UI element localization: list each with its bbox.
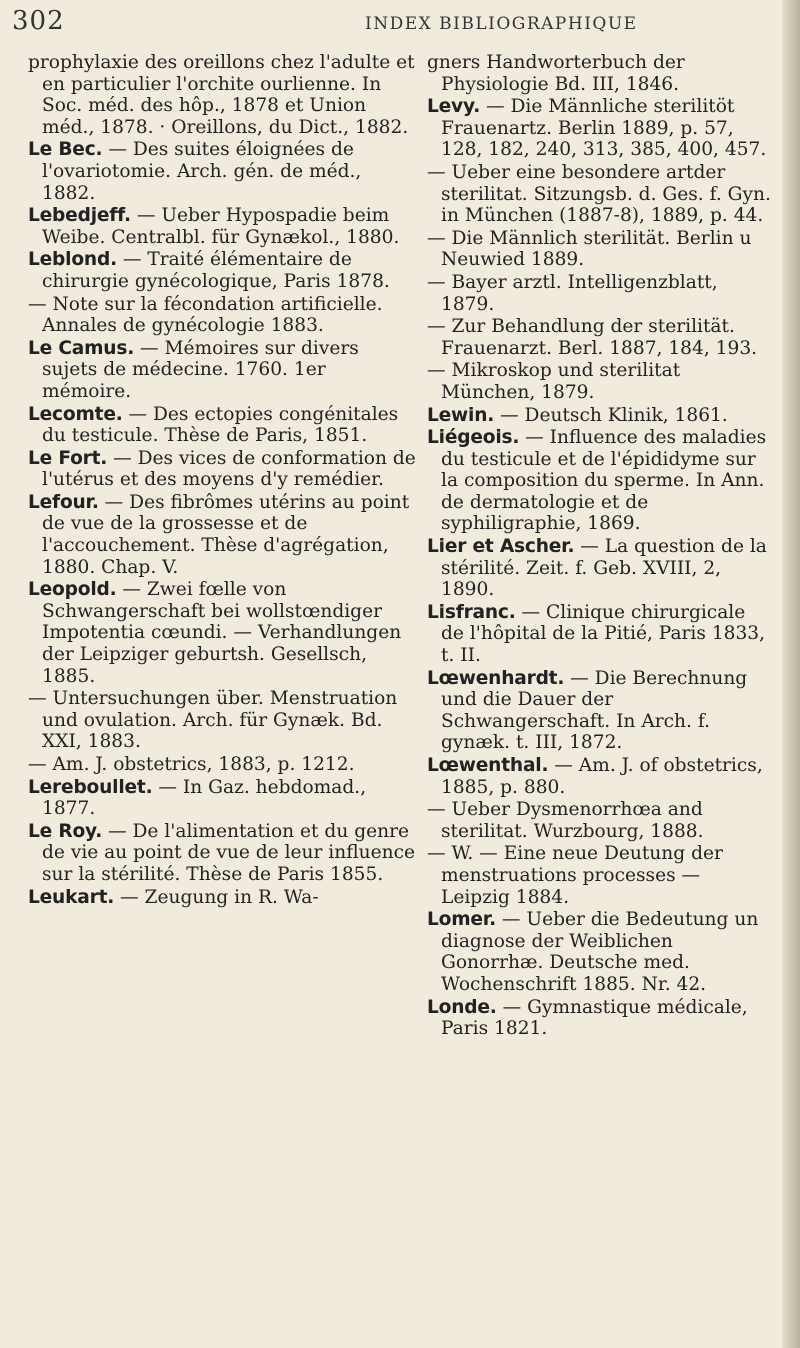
- entry-author: Le Fort.: [28, 447, 108, 469]
- index-entry: [28, 448, 416, 491]
- entry-text: — Die Berechnung und die Dauer der Schwangerschaft. In Arch. f. gynæk. t. III, 1872.: [441, 667, 748, 754]
- index-entry: [427, 52, 772, 95]
- entry-author: Leukart.: [28, 886, 115, 908]
- index-entry: [427, 228, 772, 271]
- entry-text: — Des ectopies congénitales du testicule. Thèse de Paris, 1851.: [42, 403, 399, 447]
- entry-text: — Am. J. of obstetrics, 1885, p. 880.: [441, 755, 763, 798]
- entry-text: — Ueber eine besondere artder sterilitat. Sitzungsb. d. Ges. f. Gyn. in München (1887-8), 1889, p. 44.: [427, 161, 771, 227]
- page-edge: [782, 0, 800, 1348]
- left-column: [28, 52, 416, 909]
- entry-author: Lecomte.: [28, 403, 123, 425]
- entry-text: — Ueber die Bedeutung un diagnose der Weiblichen Gonorrhæ. Deutsche med. Wochenschrift 1885. Nr. 42.: [441, 909, 759, 995]
- index-entry: [427, 799, 772, 842]
- index-entry: [427, 316, 772, 359]
- entry-text: — Ueber Hypospadie beim Weibe. Centralbl. für Gynækol., 1880.: [42, 205, 400, 248]
- index-entry: [28, 821, 416, 886]
- index-entry: [427, 272, 772, 315]
- index-entry: [28, 887, 416, 909]
- index-entry: [427, 360, 772, 403]
- entry-author: Lœwenhardt.: [427, 667, 565, 689]
- index-entry: [427, 96, 772, 161]
- index-entry: [427, 755, 772, 798]
- page-number: 302: [12, 6, 65, 36]
- entry-author: Leblond.: [28, 249, 117, 271]
- index-entry: [28, 777, 416, 820]
- entry-text: — Zeugung in R. Wa-: [114, 886, 319, 908]
- entry-text: — W. — Eine neue Deutung der menstruations processes — Leipzig 1884.: [427, 843, 723, 908]
- entry-text: — Note sur la fécondation artificielle. Annales de gynécologie 1883.: [28, 293, 383, 337]
- entry-author: Liégeois.: [427, 427, 520, 449]
- index-entry: [427, 909, 772, 995]
- index-entry: [427, 668, 772, 754]
- entry-text: — Zwei fœlle von Schwangerschaft bei wollstœndiger Impotentia cœundi. — Verhandlungen der Leipziger geburtsh. Gesellsch, 1885.: [42, 579, 402, 687]
- index-entry: [427, 427, 772, 535]
- entry-text: — Die Männliche sterilitöt Frauenartz. Berlin 1889, p. 57, 128, 182, 240, 313, 385, 400, 457.: [441, 96, 767, 161]
- running-head: INDEX BIBLIOGRAPHIQUE: [365, 14, 638, 34]
- entry-author: Lier et Ascher.: [427, 536, 575, 558]
- entry-text: — Influence des maladies du testicule et de l'épididyme sur la composition du sperme. In Ann. de dermatologie et de syphiligraphie, 1869.: [441, 427, 767, 535]
- index-entry: [28, 754, 416, 776]
- entry-author: Leopold.: [28, 579, 117, 601]
- entry-text: — Traité élémentaire de chirurgie gynécologique, Paris 1878.: [42, 249, 390, 292]
- index-entry: [28, 205, 416, 248]
- entry-text: prophylaxie des oreillons chez l'adulte et en particulier l'orchite ourlienne. In Soc. méd. des hôp., 1878 et Union méd., 1878. · Oreillons, du Dict., 1882.: [28, 52, 415, 138]
- index-entry: [427, 997, 772, 1040]
- index-entry: [427, 536, 772, 601]
- index-entry: [427, 162, 772, 227]
- entry-author: Le Bec.: [28, 139, 103, 161]
- entry-author: Lomer.: [427, 909, 496, 931]
- index-entry: [28, 492, 416, 578]
- index-entry: [427, 843, 772, 908]
- index-entry: [28, 139, 416, 204]
- entry-text: — Des suites éloignées de l'ovariotomie. Arch. gén. de méd., 1882.: [42, 139, 362, 204]
- index-entry: [28, 294, 416, 337]
- entry-text: — Mémoires sur divers sujets de médecine. 1760. 1er mémoire.: [42, 337, 359, 402]
- entry-author: Lefour.: [28, 491, 99, 513]
- entry-text: gners Handworterbuch der Physiologie Bd. III, 1846.: [427, 52, 685, 95]
- entry-author: Lœwenthal.: [427, 755, 549, 776]
- entry-text: — Deutsch Klinik, 1861.: [494, 404, 728, 426]
- entry-author: Lisfranc.: [427, 601, 516, 623]
- entry-text: — Gymnastique médicale, Paris 1821.: [441, 996, 748, 1040]
- entry-text: — De l'alimentation et du genre de vie au point de vue de leur influence sur la stérilité. Thèse de Paris 1855.: [42, 820, 416, 885]
- index-entry: [28, 404, 416, 447]
- index-entry: [28, 249, 416, 292]
- index-entry: [28, 688, 416, 753]
- entry-author: Lebedjeff.: [28, 205, 131, 227]
- entry-text: — Des fibrômes utérins au point de vue de la grossesse et de l'accouchement. Thèse d'agrégation, 1880. Chap. V.: [42, 491, 410, 578]
- entry-author: Lewin.: [427, 404, 495, 426]
- entry-author: Lereboullet.: [28, 776, 153, 798]
- entry-text: — In Gaz. hebdomad., 1877.: [42, 776, 367, 820]
- index-entry: [28, 52, 416, 138]
- entry-text: — Clinique chirurgicale de l'hôpital de la Pitié, Paris 1833, t. II.: [441, 601, 766, 667]
- entry-text: — Am. J. obstetrics, 1883, p. 1212.: [28, 754, 355, 775]
- entry-author: Le Camus.: [28, 337, 135, 359]
- entry-author: Londe.: [427, 996, 497, 1018]
- right-column: [427, 52, 772, 1041]
- entry-text: — Die Männlich sterilität. Berlin u Neuwied 1889.: [427, 227, 752, 271]
- index-entry: [28, 579, 416, 687]
- entry-text: — Ueber Dysmenorrhœa and sterilitat. Wurzbourg, 1888.: [427, 799, 704, 842]
- entry-text: — Untersuchungen über. Menstruation und ovulation. Arch. für Gynæk. Bd. XXI, 1883.: [28, 688, 398, 753]
- index-entry: [427, 602, 772, 667]
- entry-text: — La question de la stérilité. Zeit. f. Geb. XVIII, 2, 1890.: [441, 536, 767, 601]
- index-entry: [28, 338, 416, 403]
- entry-text: — Des vices de conformation de l'utérus et des moyens d'y remédier.: [42, 447, 416, 491]
- entry-author: Levy.: [427, 96, 481, 118]
- index-entry: [427, 405, 772, 427]
- entry-author: Le Roy.: [28, 820, 103, 842]
- entry-text: — Bayer arztl. Intelligenzblatt, 1879.: [427, 271, 718, 315]
- entry-text: — Mikroskop und sterilitat München, 1879.: [427, 360, 681, 403]
- entry-text: — Zur Behandlung der sterilität. Frauenarzt. Berl. 1887, 184, 193.: [427, 316, 758, 359]
